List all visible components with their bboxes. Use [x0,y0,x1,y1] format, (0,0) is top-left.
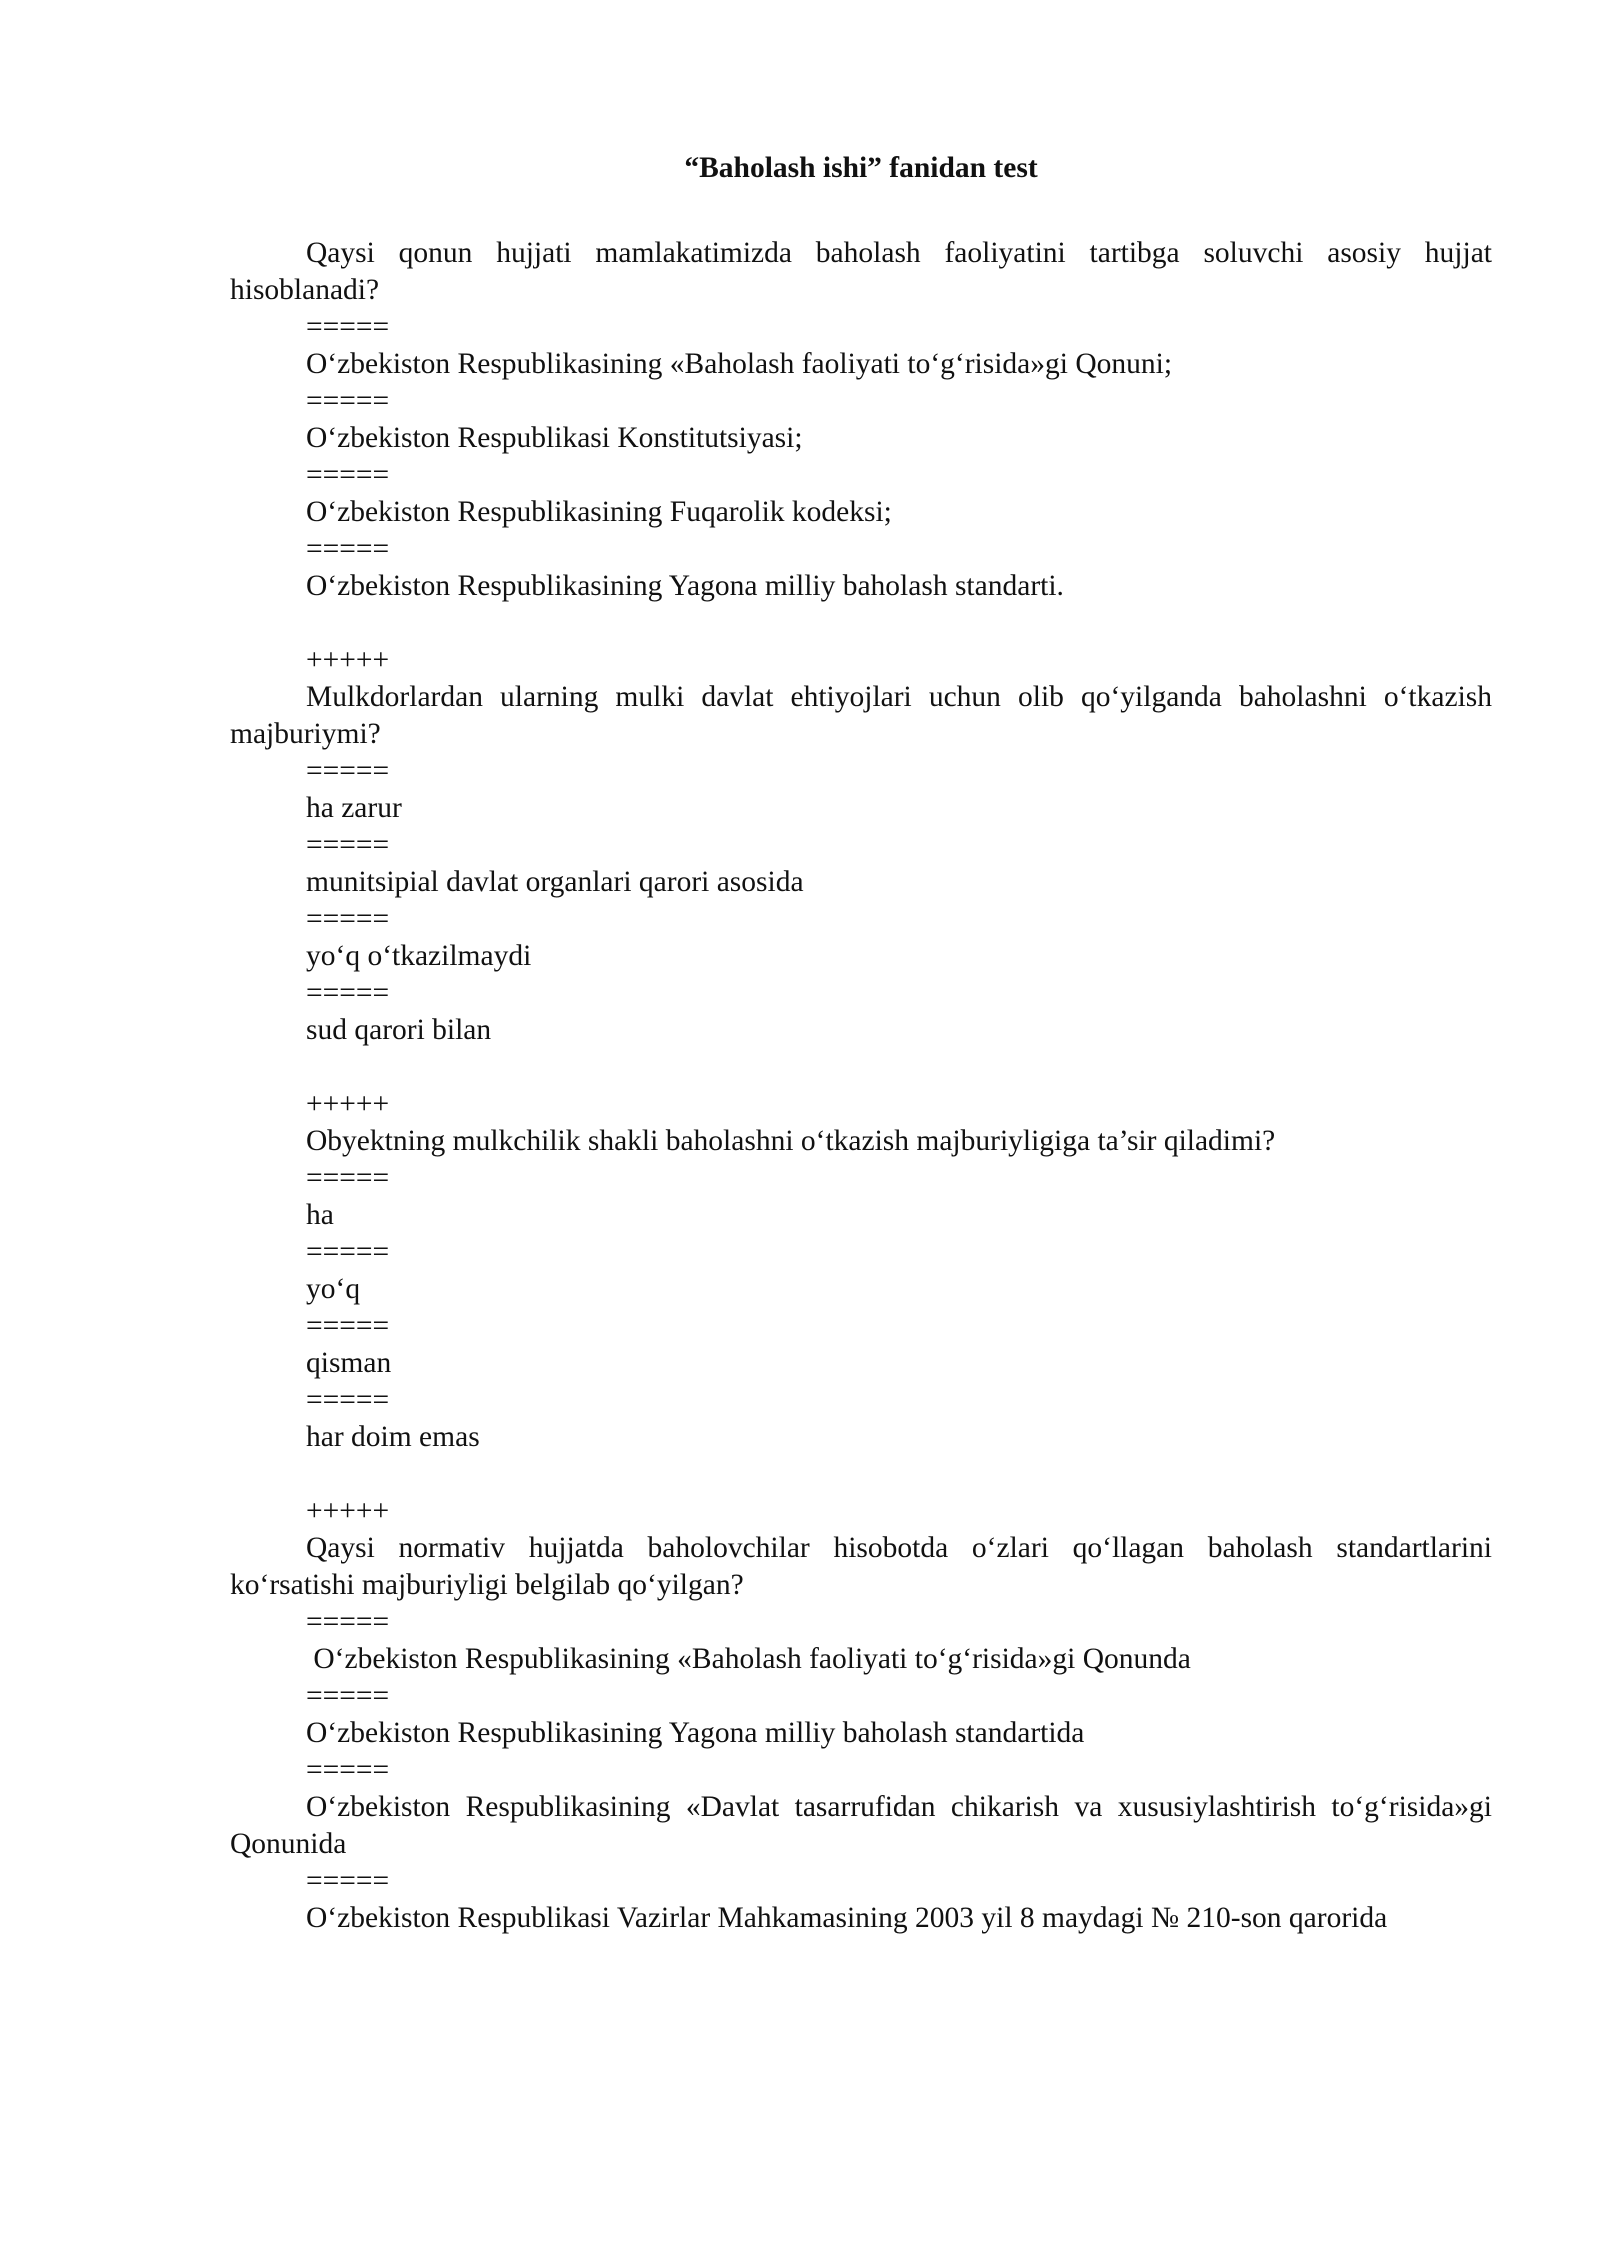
spacer [230,1049,1492,1086]
question-block [230,235,1492,605]
question-text: Mulkdorlardan ularning mulki davlat ehtiyojlari uchun olib qo‘yilganda baholashni o‘tkazish majburiymi? [230,681,1492,750]
answer-option: munitsipial davlat organlari qarori asosida [306,866,804,898]
answer-option: O‘zbekiston Respublikasining Fuqarolik kodeksi; [306,496,892,528]
option-separator: ===== [306,459,390,491]
option-separator: ===== [306,1754,390,1786]
option-separator: ===== [306,829,390,861]
question-text: Qaysi normativ hujjatda baholovchilar hisobotda o‘zlari qo‘llagan baholash standartlarini ko‘rsatishi majburiyligi belgilab qo‘yilgan? [230,1532,1492,1601]
question-block [230,1493,1492,1937]
answer-option: O‘zbekiston Respublikasining «Baholash faoliyati to‘g‘risida»gi Qonunda [306,1643,1191,1675]
answer-option: qisman [306,1347,392,1379]
option-separator: ===== [306,1310,390,1342]
question-marker: +++++ [306,1088,390,1120]
option-separator: ===== [306,1865,390,1897]
answer-option: O‘zbekiston Respublikasining Yagona milliy baholash standarti. [306,570,1064,602]
question-block [230,1086,1492,1456]
spacer [230,1456,1492,1493]
question-marker: +++++ [306,1495,390,1527]
answer-option: O‘zbekiston Respublikasining «Baholash faoliyati to‘g‘risida»gi Qonuni; [306,348,1173,380]
option-separator: ===== [306,385,390,417]
question-marker: +++++ [306,644,390,676]
option-separator: ===== [306,977,390,1009]
answer-option: yo‘q [306,1273,361,1305]
option-separator: ===== [306,1236,390,1268]
answer-option: yo‘q o‘tkazilmaydi [306,940,532,972]
answer-option: O‘zbekiston Respublikasining «Davlat tasarrufidan chikarish va xususiylashtirish to‘g‘risida»gi Qonunida [230,1791,1492,1860]
question-text: Qaysi qonun hujjati mamlakatimizda baholash faoliyatini tartibga soluvchi asosiy hujjat hisoblanadi? [230,237,1492,306]
option-separator: ===== [306,755,390,787]
spacer [230,187,1492,235]
spacer [230,605,1492,642]
option-separator: ===== [306,1162,390,1194]
answer-option: har doim emas [306,1421,480,1453]
answer-option: sud qarori bilan [306,1014,492,1046]
answer-option: ha zarur [306,792,402,824]
answer-option: O‘zbekiston Respublikasining Yagona milliy baholash standartida [306,1717,1085,1749]
option-separator: ===== [306,1680,390,1712]
option-separator: ===== [306,1606,390,1638]
option-separator: ===== [306,533,390,565]
option-separator: ===== [306,311,390,343]
document-title: “Baholash ishi” fanidan test [684,152,1038,184]
question-block [230,642,1492,1049]
answer-option: ha [306,1199,334,1231]
document-page [230,150,1492,1937]
option-separator: ===== [306,903,390,935]
answer-option: O‘zbekiston Respublikasi Konstitutsiyasi; [306,422,803,454]
option-separator: ===== [306,1384,390,1416]
answer-option: O‘zbekiston Respublikasi Vazirlar Mahkamasining 2003 yil 8 maydagi № 210-son qarorida [306,1902,1388,1934]
question-text: Obyektning mulkchilik shakli baholashni o‘tkazish majburiyligiga ta’sir qiladimi? [306,1125,1276,1157]
